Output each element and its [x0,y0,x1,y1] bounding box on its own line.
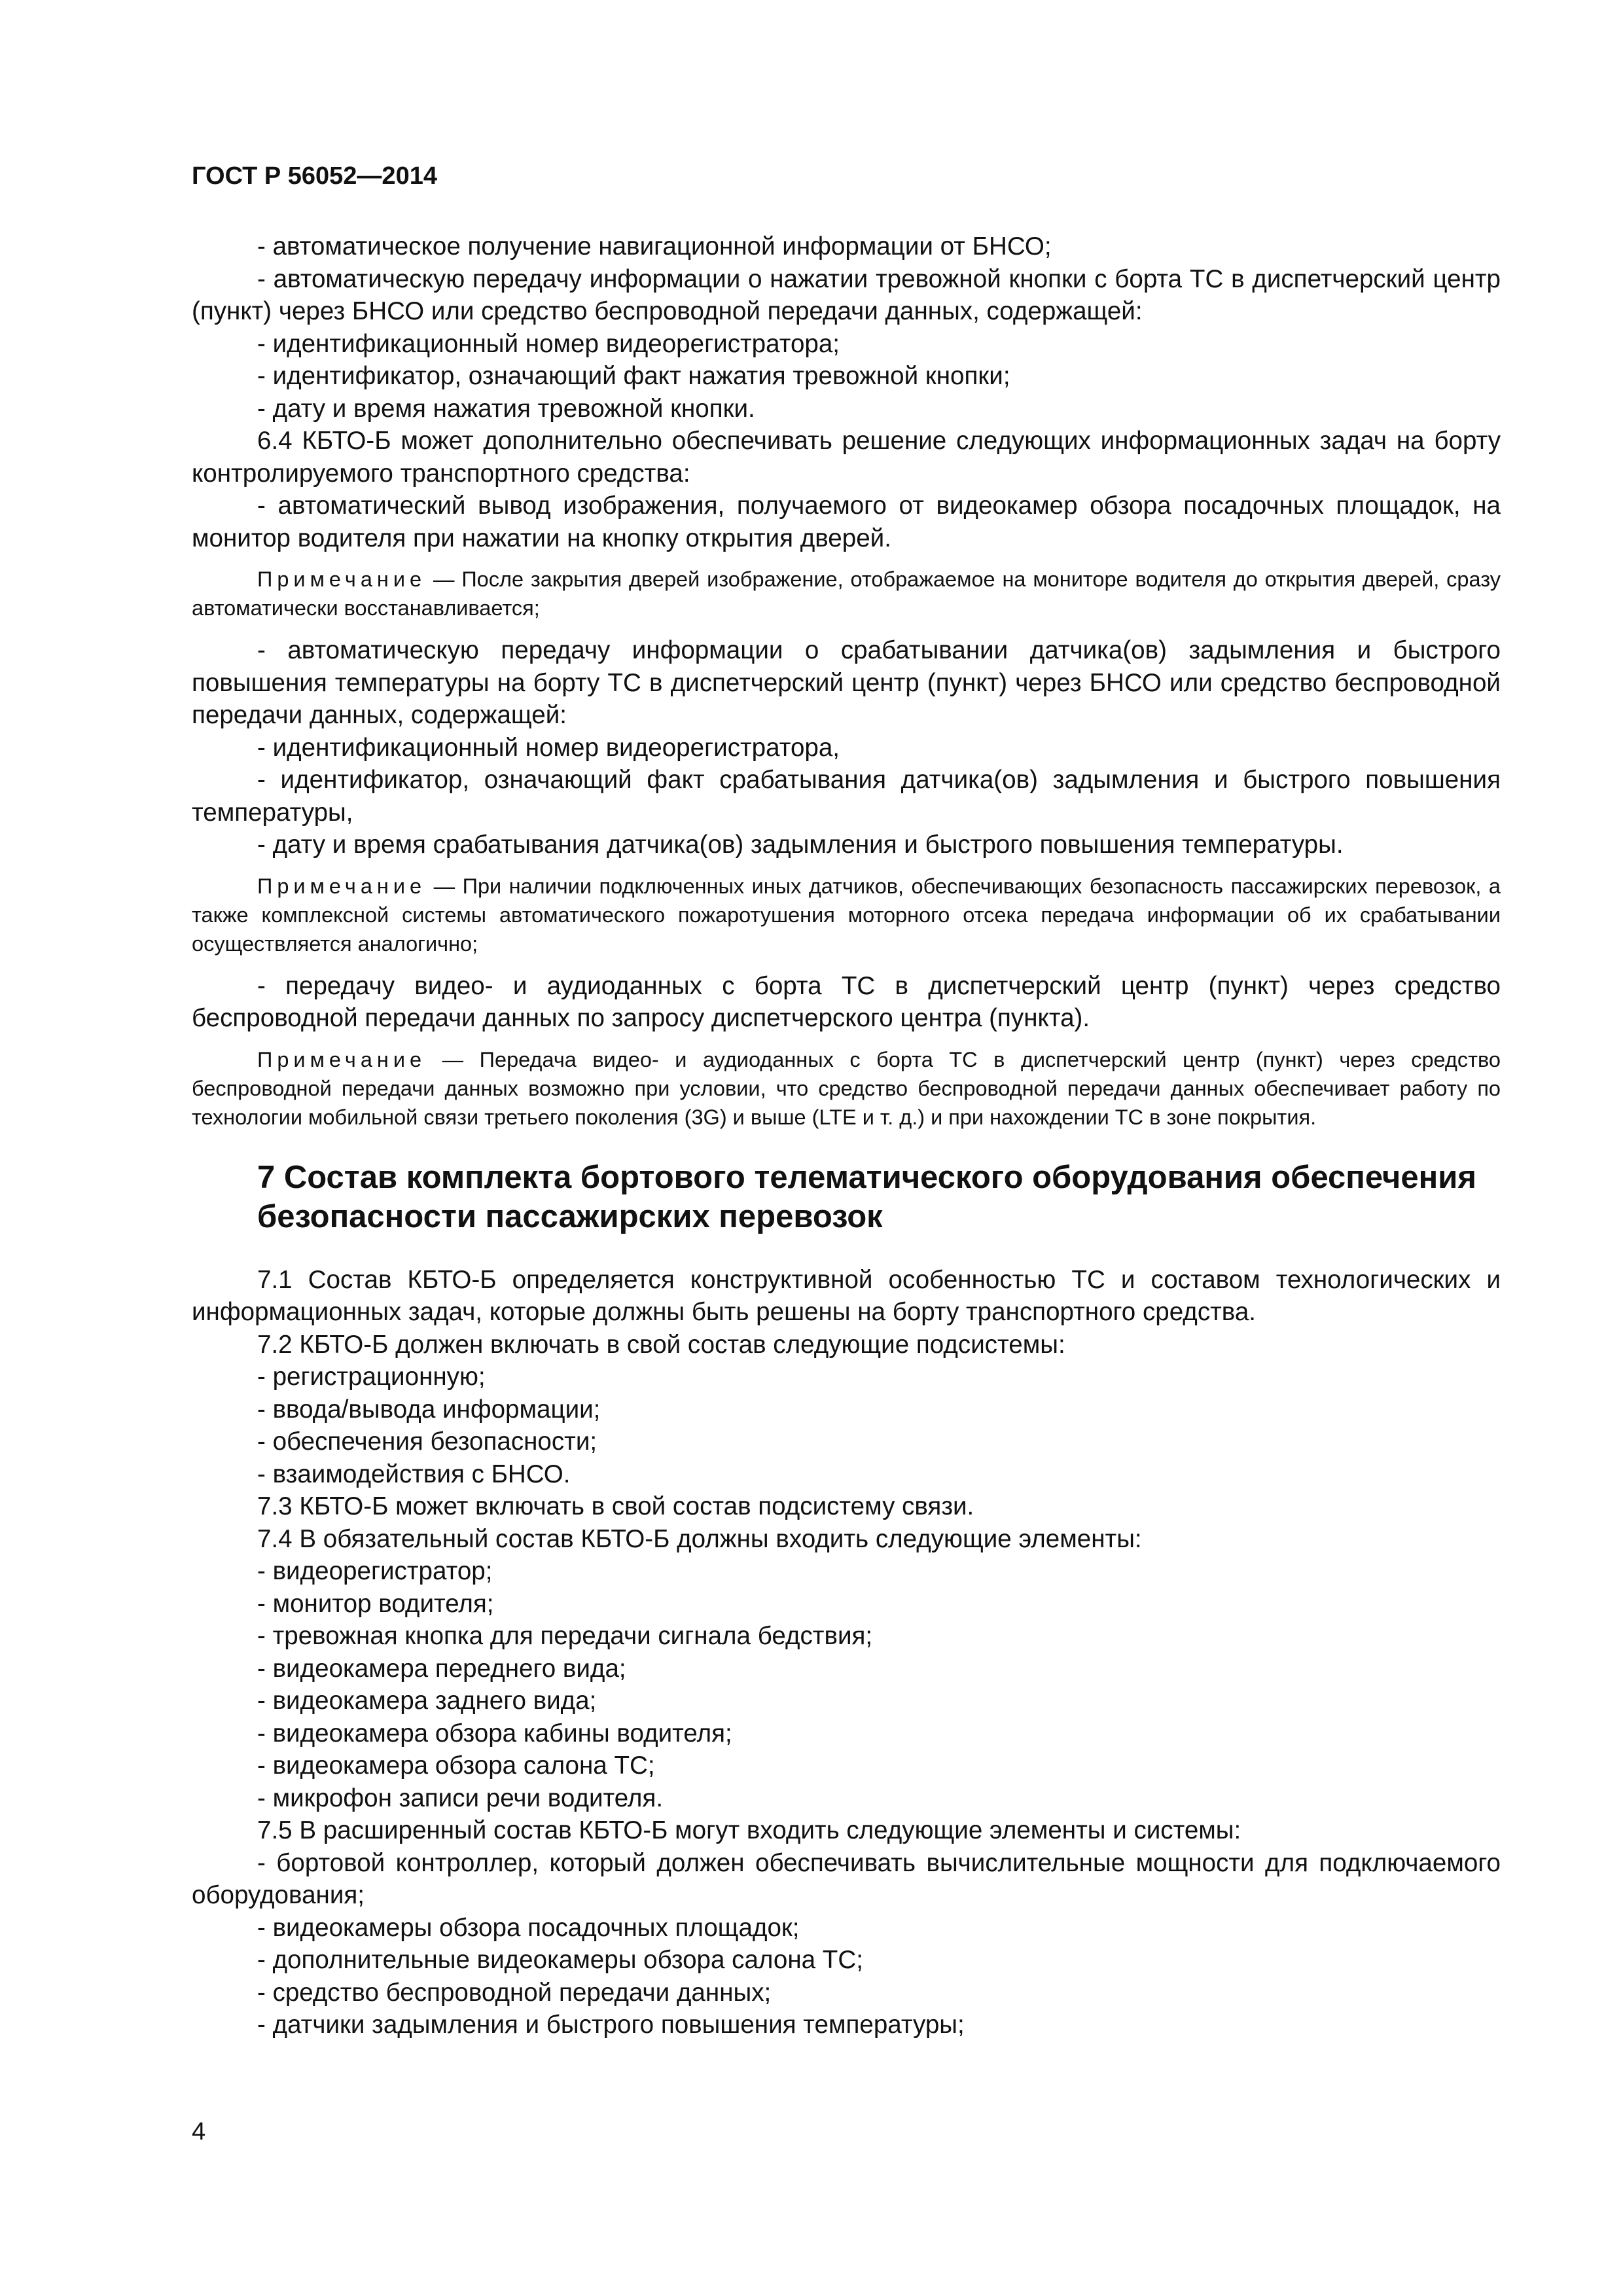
body-line: - дополнительные видеокамеры обзора салона ТС; [257,1946,863,1974]
body-line: - обеспечения безопасности; [257,1427,597,1456]
paragraph: 6.4 КБТО-Б может дополнительно обеспечивать решение следующих информационных задач на борту контролируемого транспортного средства: [192,427,1501,488]
body-line: - ввода/вывода информации; [257,1395,601,1424]
page-number: 4 [192,2118,206,2145]
body-line: - автоматическое получение навигационной информации от БНСО; [257,232,1052,260]
document-body [192,230,1501,2041]
note-text: — Передача видео- и аудиоданных с борта ТС в диспетчерский центр (пункт) через средство беспроводной передачи данных возможно при условии, что средство беспроводной передачи данных обеспечивает работу по технологии мобильной связи третьего поколения (3G) и выше (LTE и т. д.) и при нахождении ТС в зоне покрытия. [192,1047,1501,1129]
body-line: - идентификатор, означающий факт срабатывания датчика(ов) задымления и быстрого повышения температуры, [192,766,1501,827]
body-line: - передачу видео- и аудиоданных с борта ТС в диспетчерский центр (пункт) через средство беспроводной передачи данных по запросу диспетчерского центра (пункта). [192,971,1501,1032]
note-label: Примечание [257,874,427,898]
body-line: - тревожная кнопка для передачи сигнала бедствия; [257,1622,873,1650]
note-label: Примечание [257,1047,427,1071]
body-line: - датчики задымления и быстрого повышения температуры; [257,2011,965,2039]
body-line: - автоматическую передачу информации о нажатии тревожной кнопки с борта ТС в диспетчерский центр (пункт) через БНСО или средство беспроводной передачи данных, содержащей: [192,264,1501,325]
body-line: - автоматический вывод изображения, получаемого от видеокамер обзора посадочных площадок, на монитор водителя при нажатии на кнопку открытия дверей. [192,492,1501,552]
note [192,565,1501,622]
document-header-title: ГОСТ Р 56052—2014 [192,162,437,190]
note-label: Примечание [257,567,427,591]
body-line: - монитор водителя; [257,1589,494,1618]
note [192,1045,1501,1132]
body-line: - видеокамера переднего вида; [257,1654,626,1683]
body-line: - взаимодействия с БНСО. [257,1460,571,1488]
body-line: - дату и время нажатия тревожной кнопки. [257,394,755,423]
body-line: - средство беспроводной передачи данных; [257,1978,772,2007]
body-line: - бортовой контроллер, который должен обеспечивать вычислительные мощности для подключаемого оборудования; [192,1848,1501,1909]
body-line: - видеорегистратор; [257,1557,493,1585]
note-text: — После закрытия дверей изображение, отображаемое на мониторе водителя до открытия дверей, сразу автоматически восстанавливается; [192,567,1501,620]
body-line: - микрофон записи речи водителя. [257,1784,664,1812]
paragraph: 7.4 В обязательный состав КБТО-Б должны входить следующие элементы: [257,1524,1142,1553]
note [192,872,1501,958]
body-line: - видеокамеры обзора посадочных площадок; [257,1913,800,1942]
paragraph: 7.2 КБТО-Б должен включать в свой состав следующие подсистемы: [257,1330,1065,1359]
paragraph: 7.1 Состав КБТО-Б определяется конструктивной особенностью ТС и составом технологических и информационных задач, которые должны быть решены на борту транспортного средства. [192,1265,1501,1326]
body-line: - идентификационный номер видеорегистратора; [257,329,840,358]
paragraph: 7.5 В расширенный состав КБТО-Б могут входить следующие элементы и системы: [257,1816,1241,1844]
body-line: - регистрационную; [257,1363,486,1391]
section-heading: 7 Состав комплекта бортового телематического оборудования обеспечения безопасности пассажирских перевозок [257,1159,1476,1234]
body-line: - автоматическую передачу информации о срабатывании датчика(ов) задымления и быстрого повышения температуры на борту ТС в диспетчерский центр (пункт) через БНСО или средство беспроводной передачи данных, содержащей: [192,636,1501,729]
note-text: — При наличии подключенных иных датчиков, обеспечивающих безопасность пассажирских перевозок, а также комплексной системы автоматического пожаротушения моторного отсека передача информации об их срабатывании осуществляется аналогично; [192,874,1501,956]
paragraph: 7.3 КБТО-Б может включать в свой состав подсистему связи. [257,1492,974,1520]
body-line: - видеокамера обзора кабины водителя; [257,1719,732,1748]
body-line: - видеокамера заднего вида; [257,1687,597,1715]
body-line: - идентификатор, означающий факт нажатия тревожной кнопки; [257,362,1010,390]
body-line: - видеокамера обзора салона ТС; [257,1751,655,1780]
body-line: - идентификационный номер видеорегистратора, [257,733,840,762]
body-line: - дату и время срабатывания датчика(ов) задымления и быстрого повышения температуры. [257,831,1344,859]
